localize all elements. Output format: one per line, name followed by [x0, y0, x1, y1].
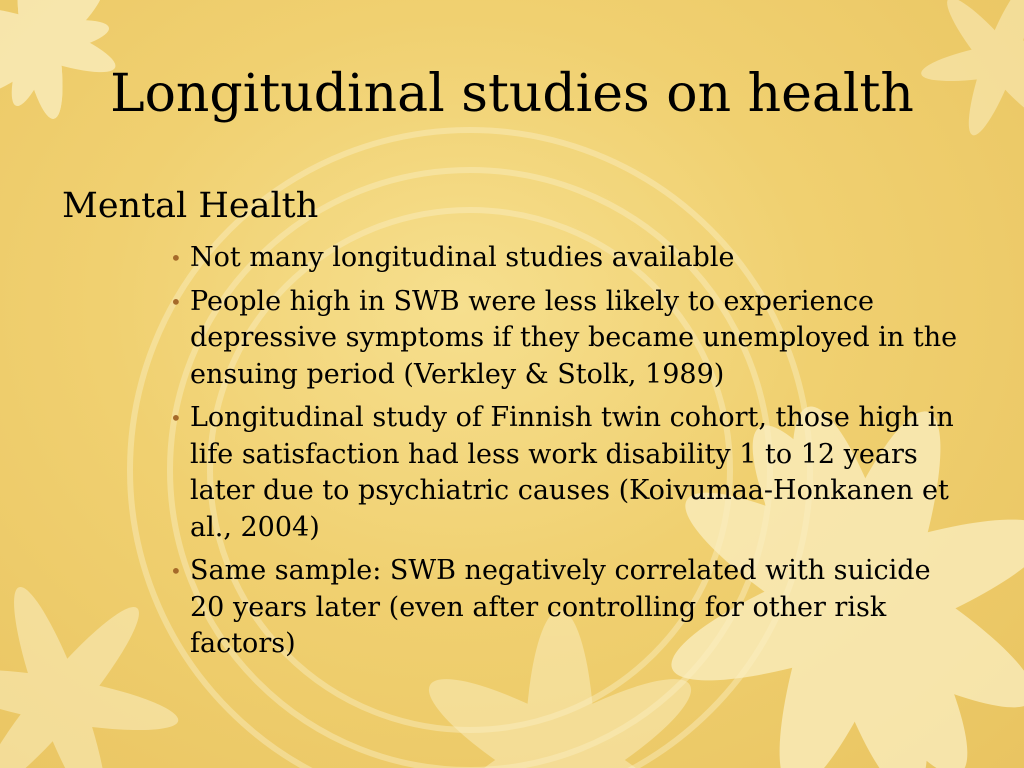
bullet-text: Same sample: SWB negatively correlated with suicide 20 years later (even after controlling for other risk factors): [190, 555, 931, 659]
bullet-icon: •: [170, 246, 182, 270]
slide-title: Longitudinal studies on health: [110, 64, 914, 124]
bullet-icon: •: [170, 406, 182, 430]
section-heading: Mental Health: [62, 186, 319, 226]
bullet-item: [166, 240, 966, 277]
flower-bottom-left: [0, 580, 182, 768]
bullet-item: [166, 400, 966, 546]
bullet-text: Longitudinal study of Finnish twin cohort, those high in life satisfaction had less work disability 1 to 12 years later due to psychiatric causes (Koivumaa-Honkanen et al., 2004): [190, 402, 954, 543]
bullet-item: [166, 553, 966, 663]
bullet-item: [166, 284, 966, 394]
bullet-list: [166, 240, 966, 670]
bullet-icon: •: [170, 559, 182, 583]
bullet-text: People high in SWB were less likely to experience depressive symptoms if they became unemployed in the ensuing period (Verkley & Stolk, 1989): [190, 285, 958, 390]
bullet-text: Not many longitudinal studies available: [190, 242, 735, 273]
bullet-icon: •: [170, 289, 182, 314]
